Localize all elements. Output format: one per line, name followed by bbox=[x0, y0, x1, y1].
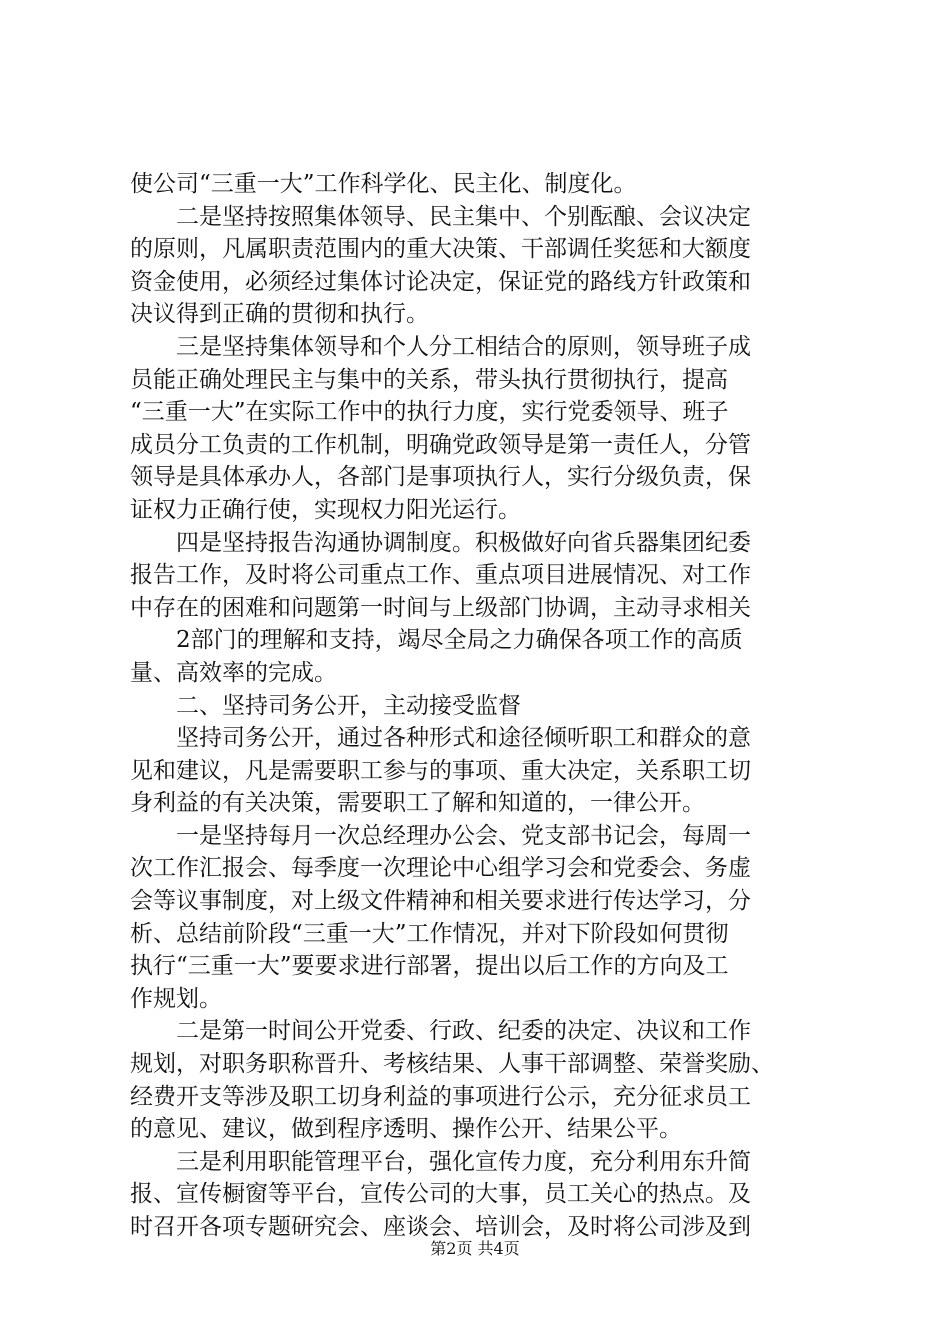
text-line: 成员分工负责的工作机制，明确党政领导是第一责任人，分管 bbox=[130, 431, 751, 458]
text-line: 资金使用，必须经过集体讨论决定，保证党的路线方针政策和 bbox=[130, 268, 751, 295]
section-heading: 二、坚持司务公开，主动接受监督 bbox=[176, 692, 521, 719]
text-line: 身利益的有关决策，需要职工了解和知道的，一律公开。 bbox=[130, 790, 705, 817]
text-line: 中存在的困难和问题第一时间与上级部门协调，主动寻求相关 bbox=[130, 594, 751, 621]
text-line: 会等议事制度，对上级文件精神和相关要求进行传达学习，分 bbox=[130, 888, 751, 915]
text-line: 报告工作，及时将公司重点工作、重点项目进展情况、对工作 bbox=[130, 562, 751, 589]
text-line: 2部门的理解和支持，竭尽全局之力确保各项工作的高质 bbox=[176, 627, 743, 654]
text-line: 的意见、建议，做到程序透明、操作公开、结果公平。 bbox=[130, 1116, 682, 1143]
text-line: 作规划。 bbox=[130, 985, 222, 1012]
text-line: 员能正确处理民主与集中的关系，带头执行贯彻执行，提高 bbox=[130, 366, 728, 393]
page-footer: 第2页 共4页 bbox=[430, 1239, 520, 1258]
text-line: 量、高效率的完成。 bbox=[130, 659, 337, 686]
text-line: 一是坚持每月一次总经理办公会、党支部书记会，每周一 bbox=[176, 822, 751, 849]
text-line: 决议得到正确的贯彻和执行。 bbox=[130, 301, 429, 328]
text-line: 坚持司务公开，通过各种形式和途径倾听职工和群众的意 bbox=[176, 725, 751, 752]
document-body bbox=[130, 168, 830, 1244]
text-line: “三重一大”在实际工作中的执行力度，实行党委领导、班子 bbox=[130, 399, 729, 426]
text-line: 析、总结前阶段“三重一大”工作情况，并对下阶段如何贯彻 bbox=[130, 920, 729, 947]
text-line: 报、宣传橱窗等平台，宣传公司的大事，员工关心的热点。及 bbox=[130, 1181, 751, 1208]
text-line: 二是第一时间公开党委、行政、纪委的决定、决议和工作 bbox=[176, 1018, 751, 1045]
text-line: 见和建议，凡是需要职工参与的事项、重大决定，关系职工切 bbox=[130, 757, 751, 784]
text-line: 领导是具体承办人，各部门是事项执行人，实行分级负责，保 bbox=[130, 464, 751, 491]
text-line: 使公司“三重一大”工作科学化、民主化、制度化。 bbox=[130, 171, 637, 197]
text-line: 二是坚持按照集体领导、民主集中、个别酝酿、会议决定 bbox=[176, 203, 751, 230]
text-line: 时召开各项专题研究会、座谈会、培训会，及时将公司涉及到 bbox=[130, 1214, 751, 1240]
text-line: 三是利用职能管理平台，强化宣传力度，充分利用东升简 bbox=[176, 1148, 751, 1175]
text-line: 执行“三重一大”要要求进行部署，提出以后工作的方向及工 bbox=[130, 953, 729, 980]
text-line: 规划，对职务职称晋升、考核结果、人事干部调整、荣誉奖励、 bbox=[130, 1051, 774, 1078]
text-line: 三是坚持集体领导和个人分工相结合的原则，领导班子成 bbox=[176, 333, 751, 360]
text-line: 的原则，凡属职责范围内的重大决策、干部调任奖惩和大额度 bbox=[130, 236, 751, 263]
text-line: 次工作汇报会、每季度一次理论中心组学习会和党委会、务虚 bbox=[130, 855, 751, 882]
text-line: 四是坚持报告沟通协调制度。积极做好向省兵器集团纪委 bbox=[176, 529, 751, 556]
text-line: 经费开支等涉及职工切身利益的事项进行公示，充分征求员工 bbox=[130, 1083, 751, 1110]
text-line: 证权力正确行使，实现权力阳光运行。 bbox=[130, 496, 521, 523]
